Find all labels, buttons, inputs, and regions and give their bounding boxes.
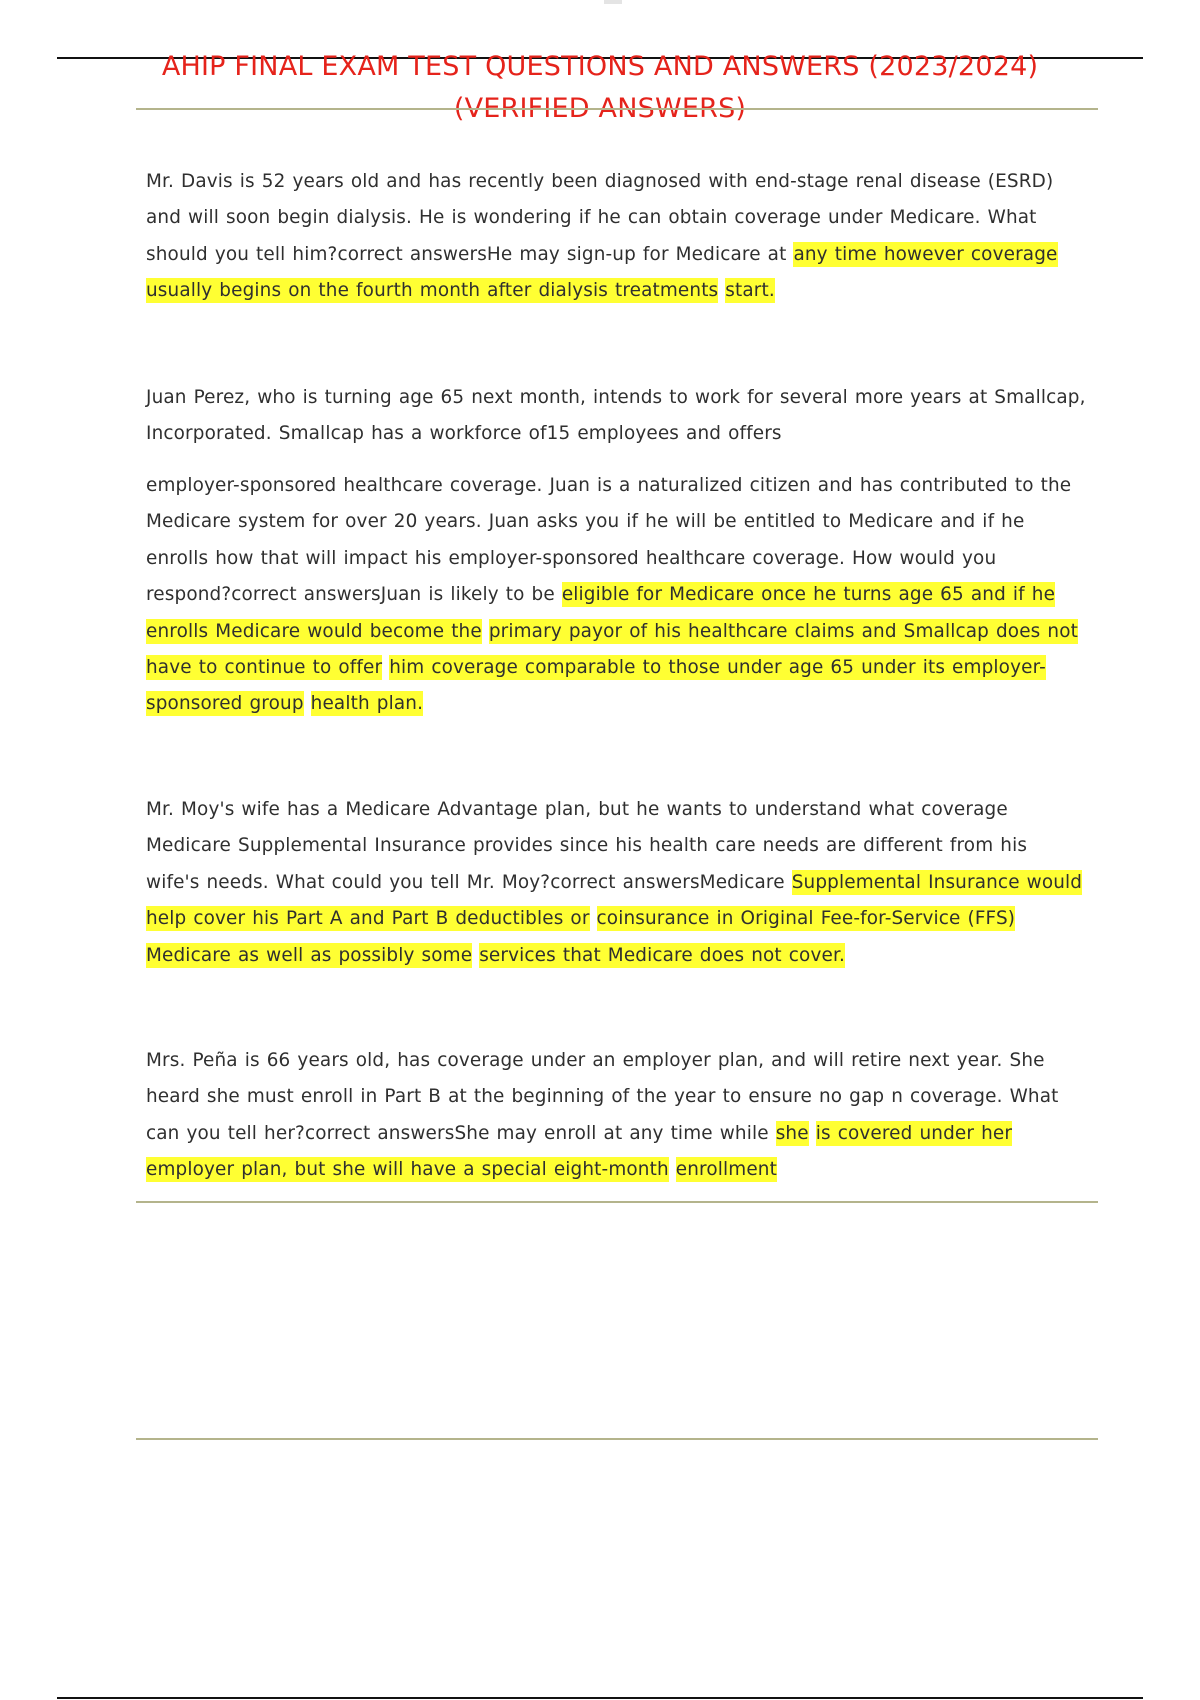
- q4-gap-2: [669, 1159, 676, 1180]
- q3-highlight-3: services that Medicare does not cover.: [479, 944, 845, 966]
- page-title: [130, 46, 1070, 130]
- q4-highlight-3: enrollment: [675, 1159, 777, 1181]
- q2-highlight-1: eligible for Medicare once he turns age 65 and if he enrolls Medicare would become the: [146, 584, 1056, 642]
- q1-text: Mr. Davis is 52 years old and has recently been diagnosed with end-stage renal disease (ESRD) and will soon begin dialysis. He is wondering if he can obtain coverage under Medicare. What should you tell him?correct answersHe may sign-up for Medicare at: [146, 171, 1054, 265]
- q3-gap-1: [590, 908, 597, 929]
- q1-highlight-1: any time however coverage usually begins on the fourth month after dialysis treatments: [146, 243, 1058, 302]
- question-1: [146, 164, 1086, 310]
- q4-highlight-2: is covered under her employer plan, but she will have a special eight-month: [146, 1122, 1013, 1181]
- question-2-body: [146, 468, 1086, 723]
- question-2-intro: [146, 380, 1086, 453]
- q3-highlight-2: coinsurance in Original Fee-for-Service (FFS) Medicare as well as possibly some: [146, 908, 1016, 966]
- title-line-1: AHIP FINAL EXAM TEST QUESTIONS AND ANSWERS (2023/2024): [161, 51, 1039, 82]
- page-bottom-rule: [57, 1697, 1143, 1699]
- question-4: [146, 1043, 1086, 1189]
- q3-highlight-1: Supplemental Insurance would help cover his Part A and Part B deductibles or: [146, 871, 1083, 930]
- top-speck: [604, 0, 622, 4]
- q4-gap-1: [809, 1123, 816, 1144]
- q2-text-a: Juan Perez, who is turning age 65 next month, intends to work for several more years at Smallcap, Incorporated. Smallcap has a workforce of15 employees and offers: [146, 387, 1086, 445]
- title-line-2: (VERIFIED ANSWERS): [453, 93, 747, 124]
- q2-gap-3: [304, 693, 311, 714]
- q2-highlight-3: him coverage comparable to those under age 65 under its employer-sponsored group: [146, 657, 1046, 715]
- q3-text: Mr. Moy's wife has a Medicare Advantage plan, but he wants to understand what coverage Medicare Supplemental Insurance provides since his health care needs are different from his wife's needs. What could you tell Mr. Moy?correct answersMedicare: [146, 799, 1028, 893]
- q2-highlight-4: health plan.: [310, 693, 424, 715]
- q4-highlight-1: she: [775, 1122, 809, 1144]
- title-underline: [136, 108, 1098, 110]
- section-divider-2: [136, 1438, 1098, 1440]
- q2-highlight-2: primary payor of his healthcare claims and Smallcap does not have to continue to offer: [146, 620, 1078, 679]
- question-3: [146, 792, 1086, 974]
- q4-text: Mrs. Peña is 66 years old, has coverage under an employer plan, and will retire next year. She heard she must enroll in Part B at the beginning of the year to ensure no gap n coverage. What can you tell her?correct answersShe may enroll at any time while: [146, 1050, 1059, 1144]
- q2-gap-1: [482, 621, 489, 642]
- q1-highlight-2: start.: [725, 280, 775, 302]
- q2-text-b: employer-sponsored healthcare coverage. Juan is a naturalized citizen and has contributed to the Medicare system for over 20 years. Juan asks you if he will be entitled to Medicare and if he enrolls how that will impact his employer-sponsored healthcare coverage. How would you respond?correct answersJuan is likely to be: [146, 475, 1072, 606]
- section-divider-1: [136, 1201, 1098, 1203]
